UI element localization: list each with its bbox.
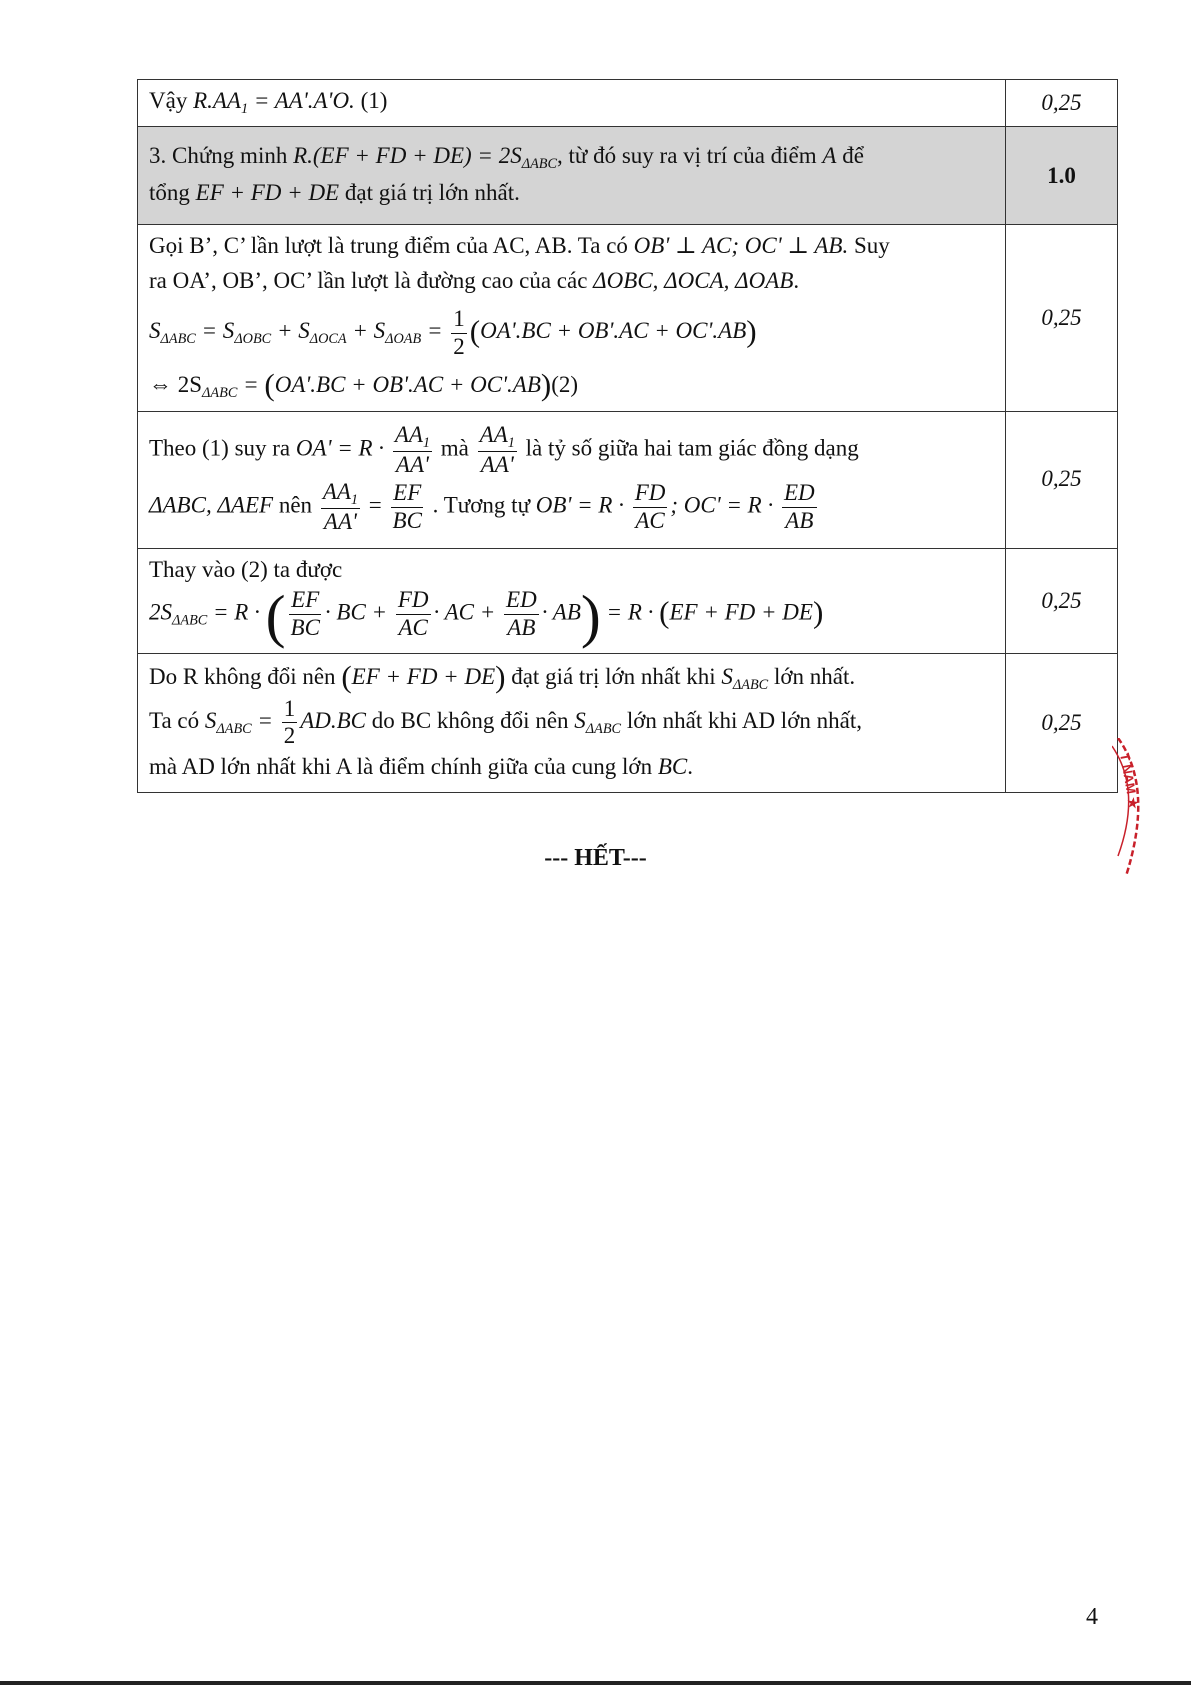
table-row: [138, 127, 1118, 225]
row-text: Vậy $R.AA_1 = AA'.A'O$. (1): [149, 88, 388, 117]
row-score: 0,25: [1006, 80, 1118, 127]
end-marker: --- HẾT---: [544, 845, 647, 871]
row-content: [138, 80, 1006, 127]
row-content: Gọi B’, C’ lần lượt là trung điểm của AC, AB. Ta có OB' ⊥ AC; OC' ⊥ AB. Suy ra OA’, OB’, OC’ lần lượt là đường cao của các ΔOBC, ΔOCA, ΔOAB. $S_{\Delta ABC} = S_{\Delta OBC} + S_{\Delta OCA} + S_{\Delta OAB}$ = $\frac{1}{2}$ (OA'.BC + OB'.AC + OC'.AB) ⇔ $2S_{\Delta ABC} = (OA'.BC + OB'.AC + OC'.AB)(2)$: [138, 225, 1006, 411]
table-row: [138, 653, 1118, 792]
table-row: [138, 411, 1118, 548]
row-score: 0,25: [1006, 548, 1118, 653]
row-content: Thay vào (2) ta được $2S_{\Delta ABC} = R$ · ( $\frac{EF}{BC}$ · BC + $\frac{FD}{AC}$ · AC + $\frac{ED}{AB}$ · AB) = R · (EF + FD + DE): [138, 548, 1006, 653]
stamp-text: T NAM ★: [1117, 751, 1142, 811]
question-heading: 3. Chứng minh R.(EF + FD + $DE) = 2S_{\Delta ABC}$, từ đó suy ra vị trí của điểm A để tổng EF + FD + DE đạt giá trị lớn nhất.: [138, 127, 1006, 225]
row-content: Theo (1) suy ra OA' = R · $\frac{AA_1}{AA'}$ mà $\frac{AA_1}{AA'}$ là tỷ số giữa hai tam giác đồng dạng ΔABC, ΔAEF nên $\frac{AA_1}{AA'}$ = $\frac{EF}{BC}$ . Tương tự OB' = R · $\frac{FD}{AC}$ ; OC' = R · $\frac{ED}{AB}$: [138, 411, 1006, 548]
table-row: [138, 225, 1118, 411]
row-score: 1.0: [1006, 127, 1118, 225]
table-row: [138, 80, 1118, 127]
grading-table: [137, 79, 1118, 793]
row-score: 0,25: [1006, 653, 1118, 792]
row-content: Do R không đổi nên (EF + FD + DE) đạt giá trị lớn nhất khi $S_{\Delta ABC}$ lớn nhất. Ta có $S_{\Delta ABC}$ = $\frac{1}{2}$ AD.BC do BC không đổi nên $S_{\Delta ABC}$ lớn nhất khi AD lớn nhất, mà AD lớn nhất khi A là điểm chính giữa của cung lớn BC.: [138, 653, 1006, 792]
page-bottom-border: [0, 1681, 1191, 1685]
page-number: 4: [1086, 1604, 1098, 1630]
row-score: 0,25: [1006, 225, 1118, 411]
row-score: 0,25: [1006, 411, 1118, 548]
table-row: [138, 548, 1118, 653]
